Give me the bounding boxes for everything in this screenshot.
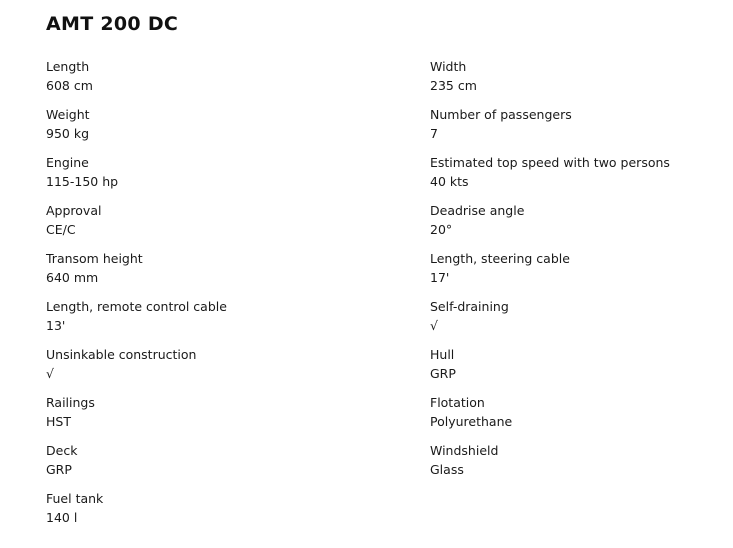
spec-value: CE/C — [46, 222, 76, 237]
spec-number-of-passengers — [430, 105, 720, 153]
spec-approval — [46, 201, 406, 249]
spec-steering-cable — [430, 249, 720, 297]
spec-label: Number of passengers — [430, 107, 572, 122]
spec-width — [430, 57, 720, 105]
spec-label: Approval — [46, 203, 102, 218]
spec-value: 140 l — [46, 510, 78, 525]
spec-value: 235 cm — [430, 78, 477, 93]
spec-label: Deadrise angle — [430, 203, 525, 218]
spec-value: 20° — [430, 222, 453, 237]
spec-value: 40 kts — [430, 174, 469, 189]
spec-label: Flotation — [430, 395, 485, 410]
spec-value: 608 cm — [46, 78, 93, 93]
spec-value: Glass — [430, 462, 464, 477]
spec-top-speed — [430, 153, 720, 201]
spec-value: 17' — [430, 270, 450, 285]
check-mark-icon: √ — [430, 318, 438, 333]
spec-deadrise-angle — [430, 201, 720, 249]
spec-remote-control-cable — [46, 297, 406, 345]
spec-value: 115-150 hp — [46, 174, 119, 189]
spec-transom-height — [46, 249, 406, 297]
spec-value: GRP — [46, 462, 72, 477]
spec-value: 7 — [430, 126, 438, 141]
spec-label: Hull — [430, 347, 455, 362]
spec-label: Width — [430, 59, 467, 74]
spec-label: Estimated top speed with two persons — [430, 155, 670, 170]
spec-label: Length, steering cable — [430, 251, 570, 266]
spec-label: Deck — [46, 443, 78, 458]
spec-length — [46, 57, 406, 105]
spec-label: Engine — [46, 155, 89, 170]
spec-label: Fuel tank — [46, 491, 104, 506]
spec-value: HST — [46, 414, 71, 429]
specs-left-column — [46, 57, 406, 537]
spec-value: Polyurethane — [430, 414, 513, 429]
spec-label: Transom height — [46, 251, 143, 266]
page-title: AMT 200 DC — [46, 13, 179, 35]
spec-label: Weight — [46, 107, 90, 122]
spec-value: 950 kg — [46, 126, 90, 141]
spec-value: 640 mm — [46, 270, 99, 285]
spec-flotation — [430, 393, 720, 441]
spec-weight — [46, 105, 406, 153]
spec-windshield — [430, 441, 720, 489]
spec-value: GRP — [430, 366, 456, 381]
spec-fuel-tank — [46, 489, 406, 537]
spec-label: Railings — [46, 395, 95, 410]
spec-deck — [46, 441, 406, 489]
spec-self-draining — [430, 297, 720, 345]
spec-hull — [430, 345, 720, 393]
spec-value: 13' — [46, 318, 66, 333]
spec-unsinkable-construction — [46, 345, 406, 393]
spec-engine — [46, 153, 406, 201]
spec-label: Self-draining — [430, 299, 509, 314]
spec-label: Length — [46, 59, 90, 74]
spec-label: Windshield — [430, 443, 499, 458]
specs-right-column — [430, 57, 720, 489]
check-mark-icon: √ — [46, 366, 54, 381]
spec-label: Unsinkable construction — [46, 347, 197, 362]
spec-railings — [46, 393, 406, 441]
spec-label: Length, remote control cable — [46, 299, 227, 314]
